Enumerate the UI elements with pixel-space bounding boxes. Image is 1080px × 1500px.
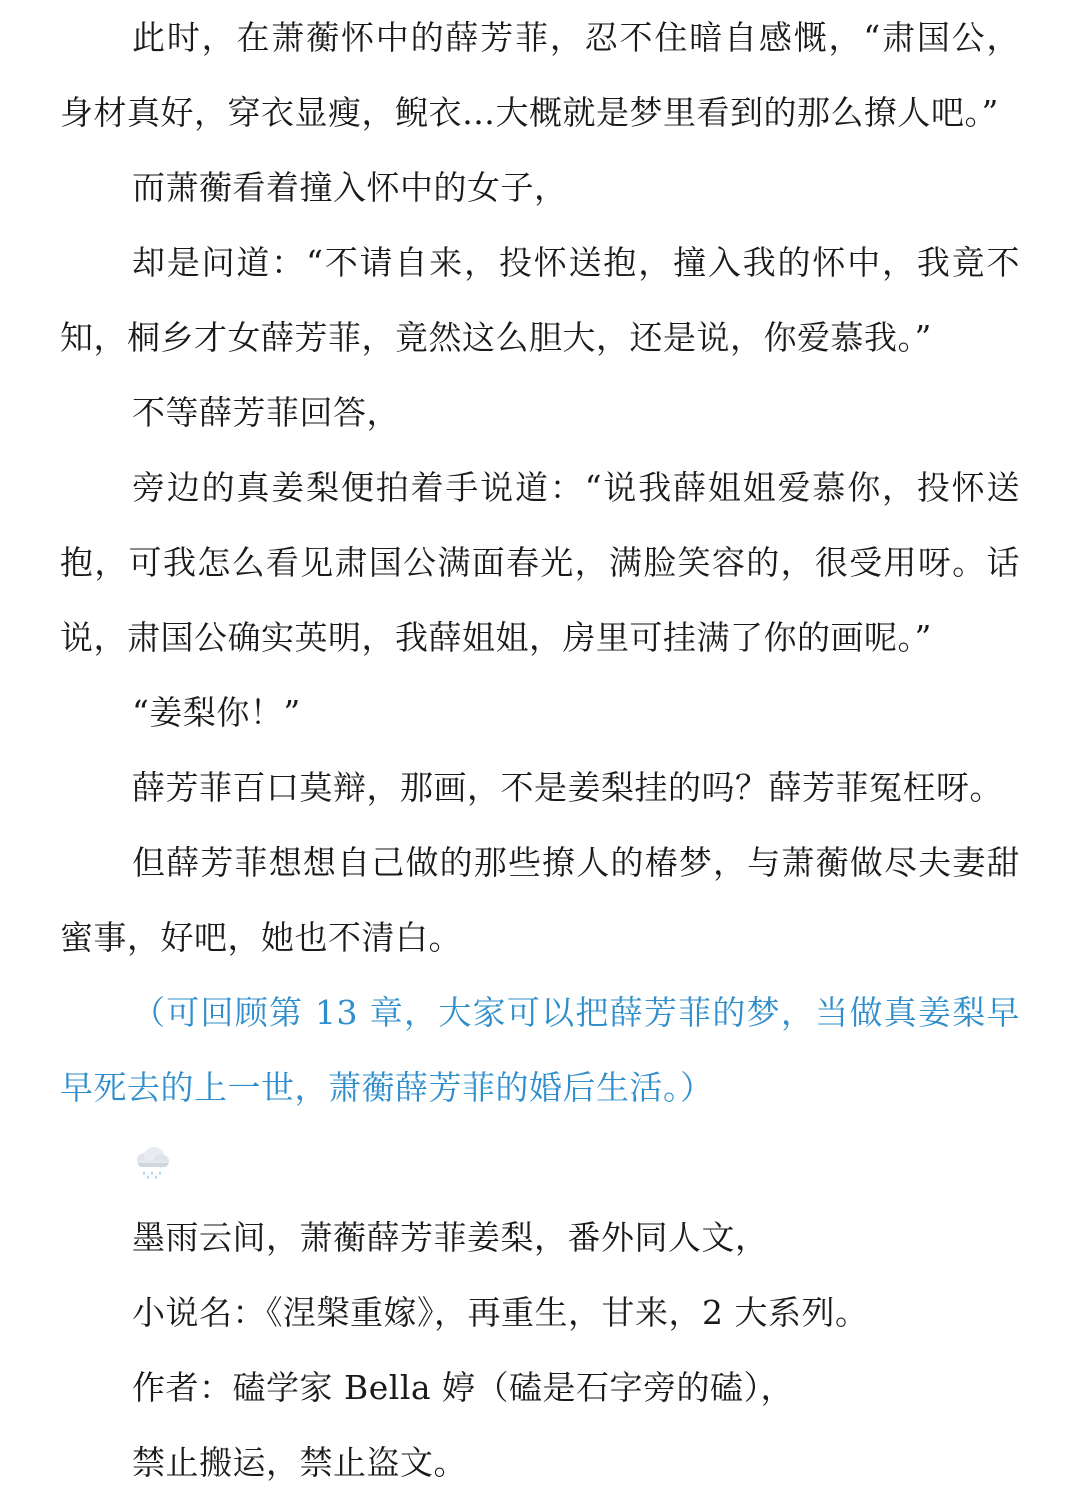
footer-line: 作者：磕学家 Bella 婷（磕是石字旁的磕）， [132, 1368, 795, 1407]
paragraph: “姜梨你！” [132, 693, 301, 732]
paragraph: 旁边的真姜梨便拍着手说道：“说我薛姐姐爱慕你，投怀送抱，可我怎么看见肃国公满面春光，满脸笑容的，很受用呀。话说，肃国公确实英明，我薛姐姐，房里可挂满了你的画呢。” [60, 468, 1020, 657]
paragraph: 薛芳菲百口莫辩，那画，不是姜梨挂的吗？薛芳菲冤枉呀。 [132, 768, 1003, 807]
footer-line: 小说名：《涅槃重嫁》，再重生，甘来，2 大系列。 [132, 1293, 869, 1332]
footer-line: 墨雨云间，萧蘅薛芳菲姜梨，番外同人文， [132, 1218, 769, 1257]
paragraph: 不等薛芳菲回答， [132, 393, 400, 432]
author-note: （可回顾第 13 章，大家可以把薛芳菲的梦，当做真姜梨早早死去的上一世，萧蘅薛芳菲的婚后生活。） [60, 993, 1020, 1107]
emoji-row [0, 1125, 1080, 1200]
paragraph: 但薛芳菲想想自己做的那些撩人的椿梦，与萧蘅做尽夫妻甜蜜事，好吧，她也不清白。 [60, 843, 1020, 957]
paragraph: 却是问道：“不请自来，投怀送抱，撞入我的怀中，我竟不知，桐乡才女薛芳菲，竟然这么胆大，还是说，你爱慕我。” [60, 243, 1020, 357]
footer-line: 禁止搬运，禁止盗文。 [132, 1443, 467, 1482]
paragraph: 此时，在萧蘅怀中的薛芳菲，忍不住暗自感慨，“肃国公，身材真好，穿衣显瘦，鲵衣…大概就是梦里看到的那么撩人吧。” [60, 18, 1020, 132]
paragraph: 而萧蘅看着撞入怀中的女子， [132, 168, 568, 207]
cloud-with-rain-icon [132, 1143, 172, 1183]
